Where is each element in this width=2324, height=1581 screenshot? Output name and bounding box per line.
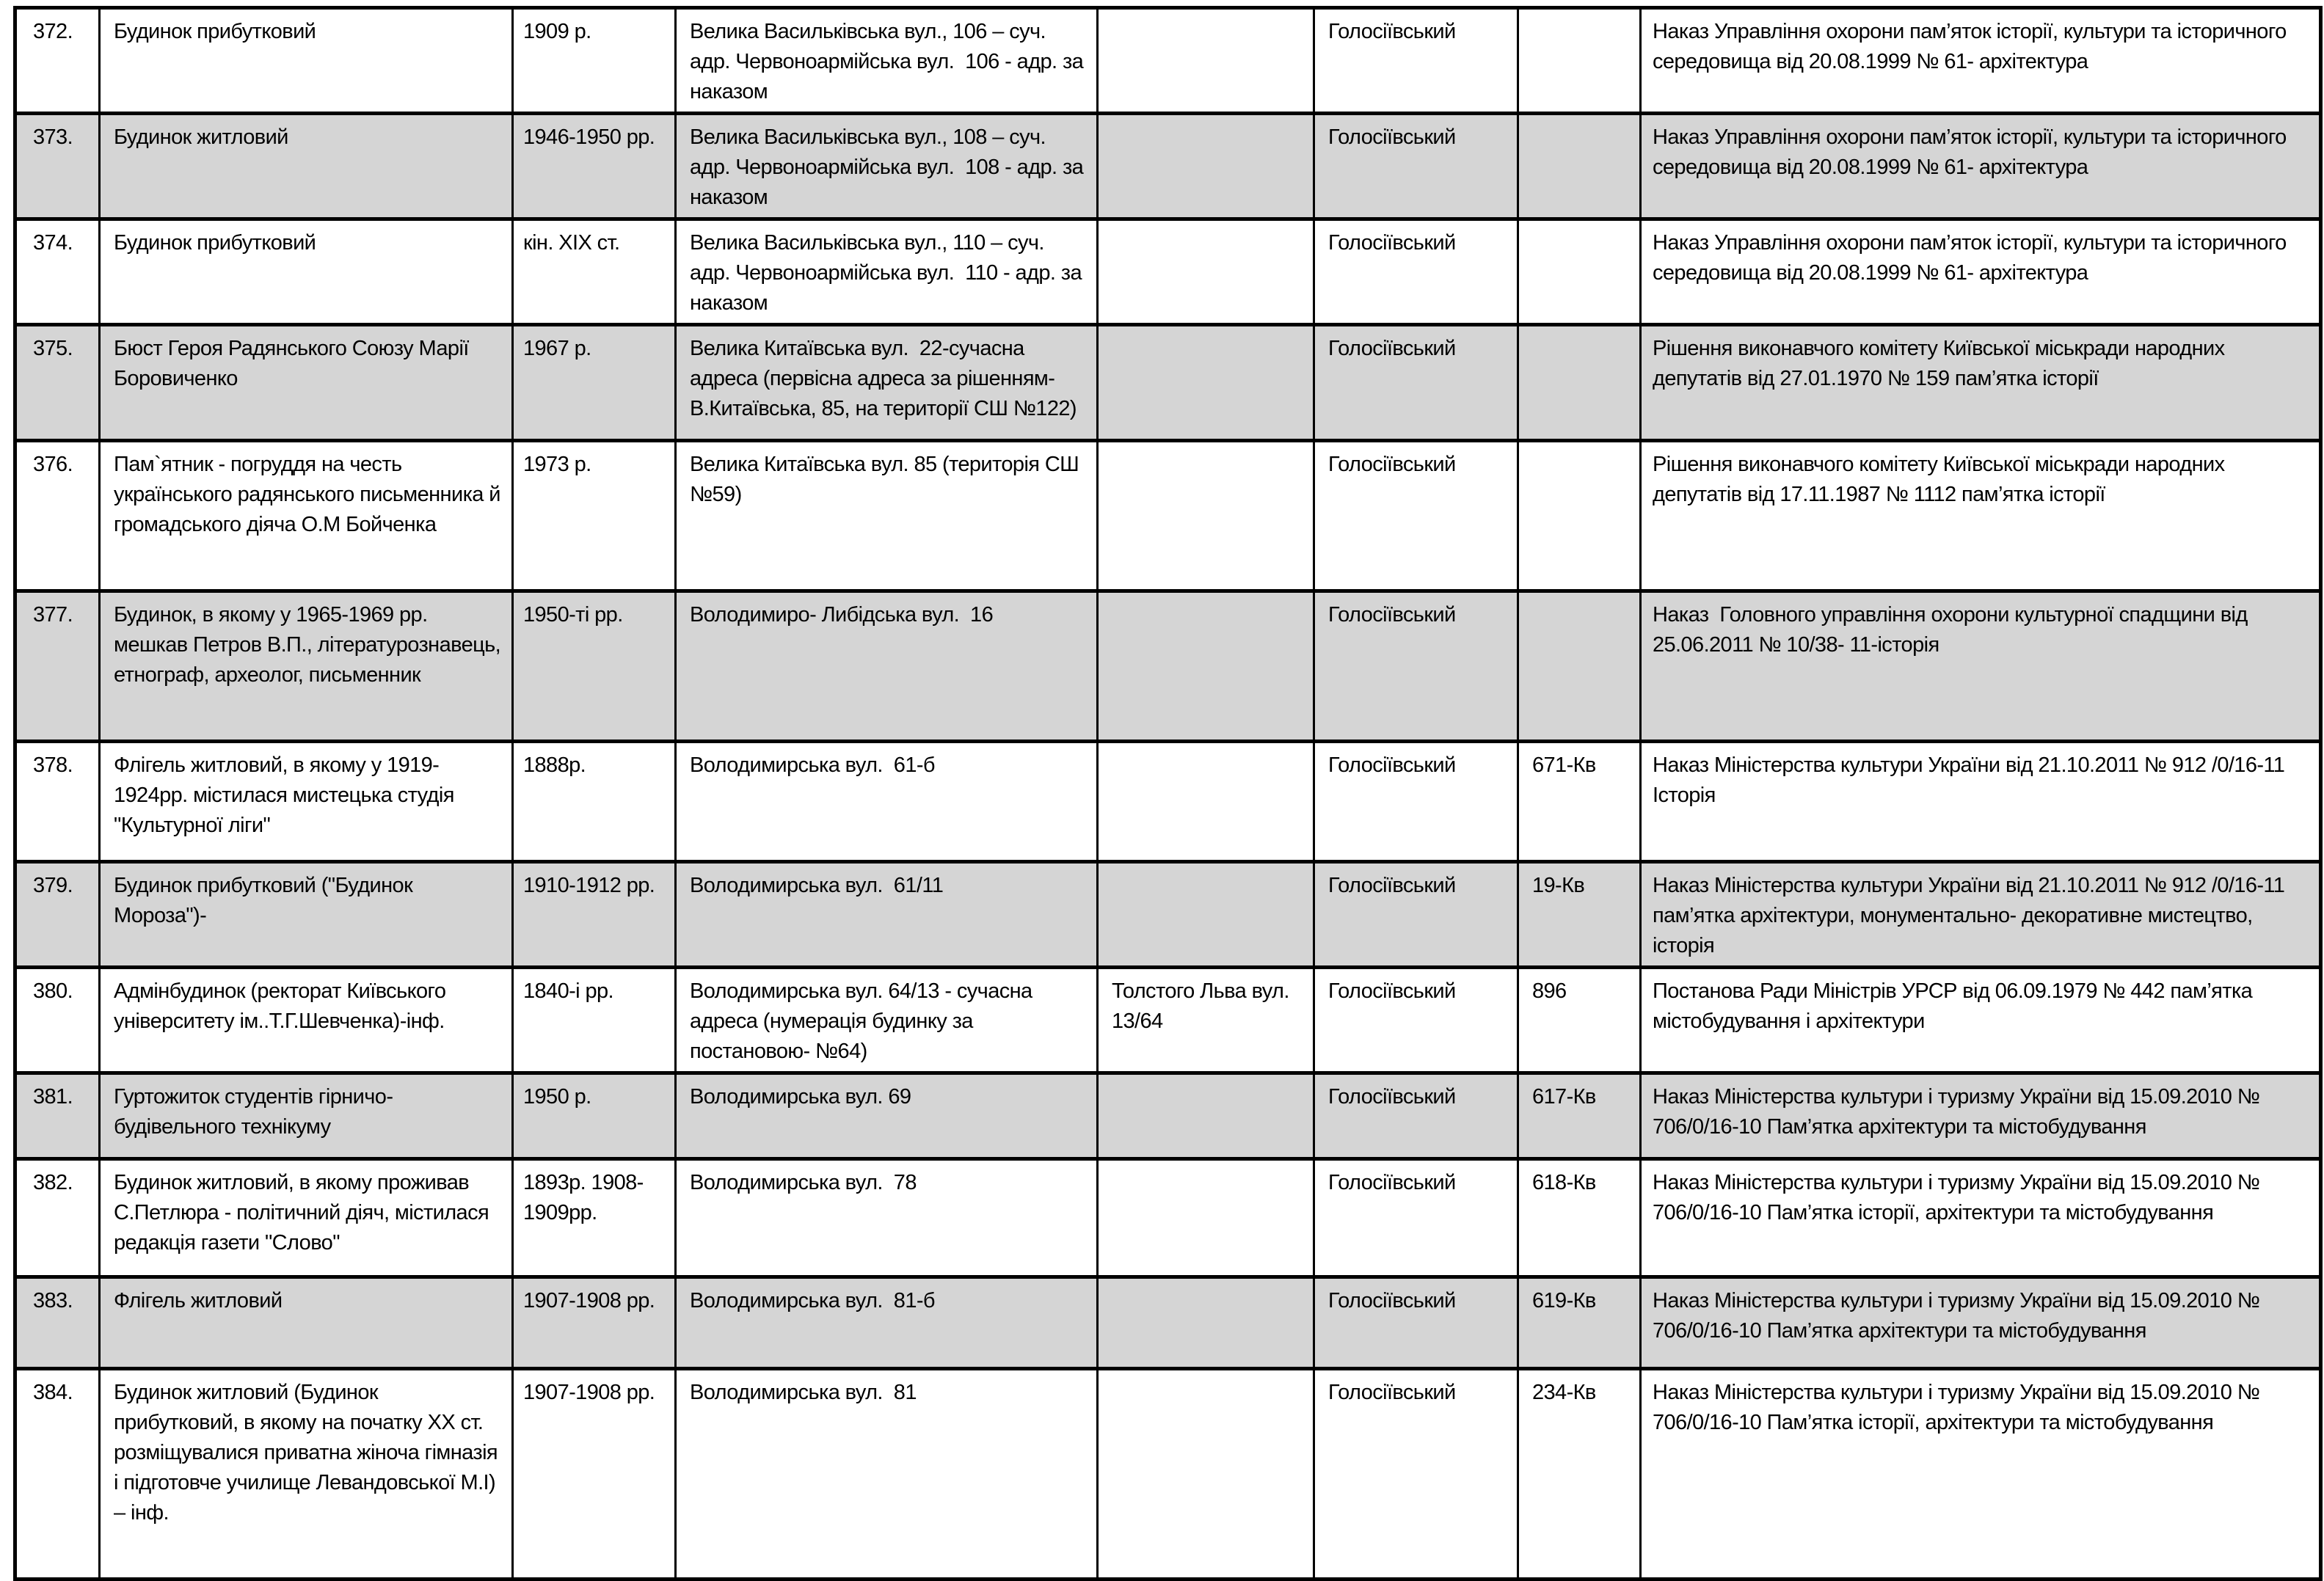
order-cell: Наказ Міністерства культури України від 21.10.2011 № 912 /0/16-11 пам’ятка архітектури, монументально- декоративне мистецтво, історія <box>1641 862 2321 968</box>
table-row <box>15 219 2321 325</box>
order-cell: Наказ Управління охорони пам’яток історії, культури та історичного середовища від 20.08.1999 № 61- архітектура <box>1641 114 2321 219</box>
number-cell: 374. <box>15 219 100 325</box>
name-cell: Будинок житловий, в якому проживав С.Петлюра - політичний діяч, містилася редакція газети "Слово" <box>100 1159 513 1277</box>
district-cell: Голосіївський <box>1314 325 1518 441</box>
date-cell: кін. ХІХ ст. <box>513 219 676 325</box>
order-cell: Наказ Міністерства культури і туризму України від 15.09.2010 № 706/0/16-10 Пам’ятка історії, архітектури та містобудування <box>1641 1369 2321 1580</box>
date-cell: 1893р. 1908-1909рр. <box>513 1159 676 1277</box>
address-cell: Володимиро- Либідська вул. 16 <box>676 591 1098 742</box>
address-cell: Володимирська вул. 69 <box>676 1073 1098 1159</box>
number-cell: 379. <box>15 862 100 968</box>
reg-number-cell: 671-Кв <box>1518 742 1641 862</box>
original-address-cell: Толстого Льва вул. 13/64 <box>1098 968 1314 1073</box>
date-cell: 1973 р. <box>513 441 676 591</box>
district-cell: Голосіївський <box>1314 441 1518 591</box>
date-cell: 1950-ті рр. <box>513 591 676 742</box>
table-row <box>15 441 2321 591</box>
district-cell: Голосіївський <box>1314 8 1518 114</box>
table-row <box>15 8 2321 114</box>
reg-number-cell: 617-Кв <box>1518 1073 1641 1159</box>
order-cell: Рішення виконавчого комітету Київської міськради народних депутатів від 27.01.1970 № 159 пам’ятка історії <box>1641 325 2321 441</box>
date-cell: 1907-1908 рр. <box>513 1369 676 1580</box>
date-cell: 1946-1950 рр. <box>513 114 676 219</box>
number-cell: 377. <box>15 591 100 742</box>
original-address-cell <box>1098 8 1314 114</box>
reg-number-cell: 234-Кв <box>1518 1369 1641 1580</box>
number-cell: 372. <box>15 8 100 114</box>
date-cell: 1907-1908 рр. <box>513 1277 676 1369</box>
district-cell: Голосіївський <box>1314 1159 1518 1277</box>
reg-number-cell: 19-Кв <box>1518 862 1641 968</box>
number-cell: 382. <box>15 1159 100 1277</box>
address-cell: Володимирська вул. 61-б <box>676 742 1098 862</box>
name-cell: Флігель житловий <box>100 1277 513 1369</box>
table-row <box>15 114 2321 219</box>
district-cell: Голосіївський <box>1314 219 1518 325</box>
reg-number-cell <box>1518 441 1641 591</box>
date-cell: 1909 р. <box>513 8 676 114</box>
number-cell: 376. <box>15 441 100 591</box>
address-cell: Велика Васильківська вул., 110 – суч. адр. Червоноармійська вул. 110 - адр. за наказом <box>676 219 1098 325</box>
address-cell: Володимирська вул. 78 <box>676 1159 1098 1277</box>
order-cell: Наказ Управління охорони пам’яток історії, культури та історичного середовища від 20.08.1999 № 61- архітектура <box>1641 219 2321 325</box>
date-cell: 1888р. <box>513 742 676 862</box>
name-cell: Будинок прибутковий ("Будинок Мороза")- <box>100 862 513 968</box>
date-cell: 1967 р. <box>513 325 676 441</box>
reg-number-cell <box>1518 219 1641 325</box>
reg-number-cell <box>1518 114 1641 219</box>
original-address-cell <box>1098 219 1314 325</box>
address-cell: Велика Васильківська вул., 108 – суч. адр. Червоноармійська вул. 108 - адр. за наказом <box>676 114 1098 219</box>
reg-number-cell: 618-Кв <box>1518 1159 1641 1277</box>
date-cell: 1950 р. <box>513 1073 676 1159</box>
district-cell: Голосіївський <box>1314 1369 1518 1580</box>
district-cell: Голосіївський <box>1314 591 1518 742</box>
original-address-cell <box>1098 1369 1314 1580</box>
order-cell: Наказ Міністерства культури і туризму України від 15.09.2010 № 706/0/16-10 Пам’ятка історії, архітектури та містобудування <box>1641 1159 2321 1277</box>
name-cell: Будинок прибутковий <box>100 8 513 114</box>
name-cell: Будинок, в якому у 1965-1969 рр. мешкав Петров В.П., літературознавець, етнограф, археолог, письменник <box>100 591 513 742</box>
name-cell: Флігель житловий, в якому у 1919-1924рр. містилася мистецька студія "Культурної ліги" <box>100 742 513 862</box>
table-row <box>15 1277 2321 1369</box>
district-cell: Голосіївський <box>1314 1277 1518 1369</box>
original-address-cell <box>1098 591 1314 742</box>
original-address-cell <box>1098 325 1314 441</box>
name-cell: Бюст Героя Радянського Союзу Марії Боровиченко <box>100 325 513 441</box>
monuments-registry-table <box>13 6 2323 1581</box>
date-cell: 1840-і рр. <box>513 968 676 1073</box>
number-cell: 384. <box>15 1369 100 1580</box>
district-cell: Голосіївський <box>1314 1073 1518 1159</box>
table-row <box>15 1369 2321 1580</box>
address-cell: Володимирська вул. 61/11 <box>676 862 1098 968</box>
name-cell: Пам`ятник - погруддя на честь українського радянського письменника й громадського діяча О.М Бойченка <box>100 441 513 591</box>
table-row <box>15 968 2321 1073</box>
name-cell: Будинок житловий (Будинок прибутковий, в якому на початку ХХ ст. розміщувалися приватна жіноча гімназія і підготовче училище Левандовської М.І) – інф. <box>100 1369 513 1580</box>
date-cell: 1910-1912 рр. <box>513 862 676 968</box>
reg-number-cell: 896 <box>1518 968 1641 1073</box>
address-cell: Велика Китаївська вул. 85 (територія СШ №59) <box>676 441 1098 591</box>
order-cell: Наказ Міністерства культури і туризму України від 15.09.2010 № 706/0/16-10 Пам’ятка архітектури та містобудування <box>1641 1073 2321 1159</box>
original-address-cell <box>1098 742 1314 862</box>
order-cell: Наказ Головного управління охорони культурної спадщини від 25.06.2011 № 10/38- 11-історія <box>1641 591 2321 742</box>
name-cell: Будинок прибутковий <box>100 219 513 325</box>
reg-number-cell <box>1518 325 1641 441</box>
table-row <box>15 1159 2321 1277</box>
number-cell: 381. <box>15 1073 100 1159</box>
address-cell: Володимирська вул. 81 <box>676 1369 1098 1580</box>
address-cell: Велика Китаївська вул. 22-сучасна адреса (первісна адреса за рішенням- В.Китаївська, 85, на території СШ №122) <box>676 325 1098 441</box>
name-cell: Гуртожиток студентів гірничо-будівельного технікуму <box>100 1073 513 1159</box>
order-cell: Наказ Міністерства культури України від 21.10.2011 № 912 /0/16-11 Історія <box>1641 742 2321 862</box>
name-cell: Будинок житловий <box>100 114 513 219</box>
table-row <box>15 325 2321 441</box>
district-cell: Голосіївський <box>1314 862 1518 968</box>
number-cell: 373. <box>15 114 100 219</box>
reg-number-cell: 619-Кв <box>1518 1277 1641 1369</box>
original-address-cell <box>1098 114 1314 219</box>
number-cell: 380. <box>15 968 100 1073</box>
table-row <box>15 742 2321 862</box>
table-row <box>15 862 2321 968</box>
table-row <box>15 591 2321 742</box>
district-cell: Голосіївський <box>1314 968 1518 1073</box>
number-cell: 378. <box>15 742 100 862</box>
original-address-cell <box>1098 1277 1314 1369</box>
reg-number-cell <box>1518 591 1641 742</box>
address-cell: Володимирська вул. 64/13 - сучасна адреса (нумерація будинку за постановою- №64) <box>676 968 1098 1073</box>
order-cell: Постанова Ради Міністрів УРСР від 06.09.1979 № 442 пам’ятка містобудування і архітектури <box>1641 968 2321 1073</box>
number-cell: 383. <box>15 1277 100 1369</box>
reg-number-cell <box>1518 8 1641 114</box>
address-cell: Велика Васильківська вул., 106 – суч. адр. Червоноармійська вул. 106 - адр. за наказом <box>676 8 1098 114</box>
address-cell: Володимирська вул. 81-б <box>676 1277 1098 1369</box>
name-cell: Адмінбудинок (ректорат Київського університету ім..Т.Г.Шевченка)-інф. <box>100 968 513 1073</box>
district-cell: Голосіївський <box>1314 114 1518 219</box>
number-cell: 375. <box>15 325 100 441</box>
order-cell: Рішення виконавчого комітету Київської міськради народних депутатів від 17.11.1987 № 1112 пам’ятка історії <box>1641 441 2321 591</box>
order-cell: Наказ Управління охорони пам’яток історії, культури та історичного середовища від 20.08.1999 № 61- архітектура <box>1641 8 2321 114</box>
original-address-cell <box>1098 441 1314 591</box>
original-address-cell <box>1098 1159 1314 1277</box>
table-row <box>15 1073 2321 1159</box>
order-cell: Наказ Міністерства культури і туризму України від 15.09.2010 № 706/0/16-10 Пам’ятка архітектури та містобудування <box>1641 1277 2321 1369</box>
original-address-cell <box>1098 862 1314 968</box>
district-cell: Голосіївський <box>1314 742 1518 862</box>
original-address-cell <box>1098 1073 1314 1159</box>
